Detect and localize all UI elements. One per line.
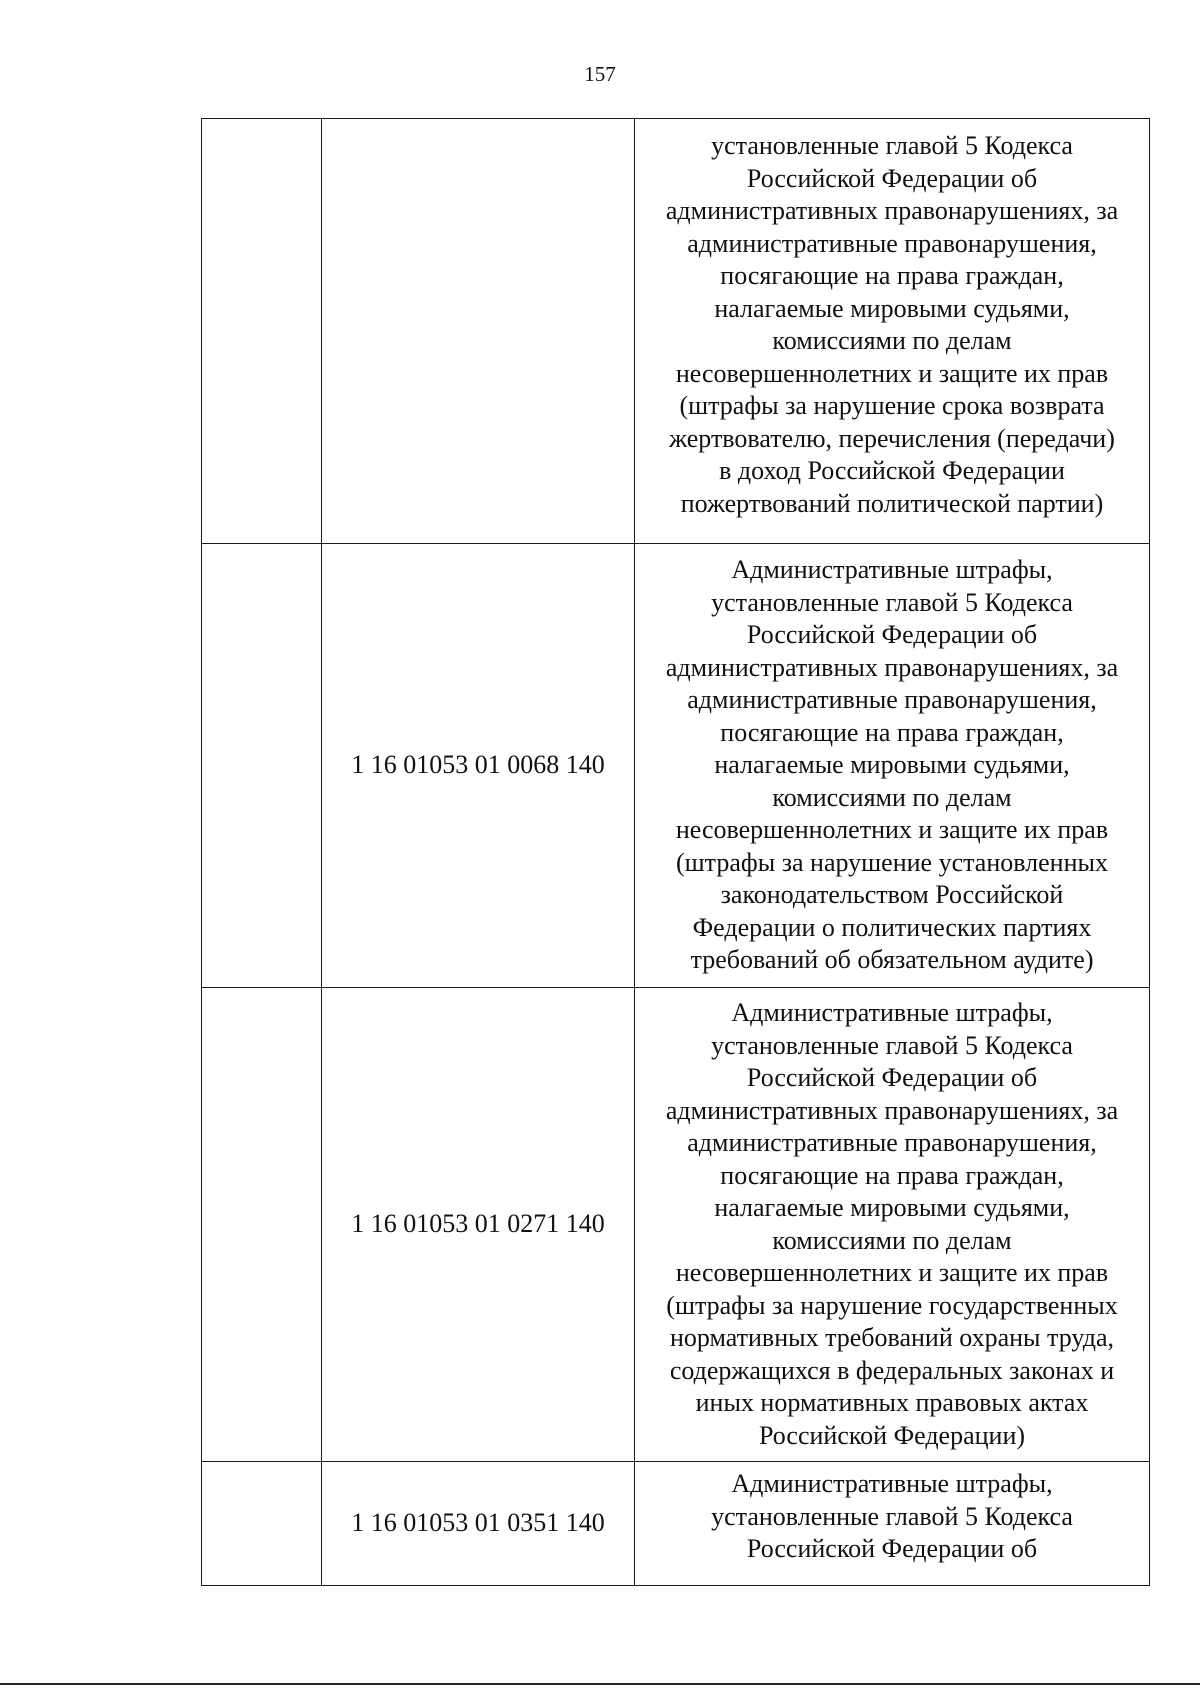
description-line: посягающие на права граждан, (720, 261, 1064, 290)
description-line: административные правонарушения, (687, 685, 1097, 715)
description-line: Федерации о политических партиях (692, 912, 1092, 942)
description-line: установленные главой 5 Кодекса (711, 1030, 1073, 1060)
description-line: административные правонарушения, (687, 228, 1097, 258)
description-line: установленные главой 5 Кодекса (711, 1501, 1073, 1531)
row-1-description-cell (635, 119, 1150, 544)
description-line: налагаемые мировыми судьями, (714, 1193, 1070, 1222)
description-line: посягающие на права граждан, (720, 717, 1064, 747)
description-line: комиссиями по делам (772, 1225, 1012, 1255)
table-row (202, 544, 1150, 988)
table-row (202, 988, 1150, 1462)
description-line: налагаемые мировыми судьями, (714, 750, 1070, 780)
description-line: пожертвований политической партии) (680, 488, 1104, 518)
page-number: 157 (584, 62, 616, 86)
row-2-description-cell (635, 544, 1150, 988)
description-line: несовершеннолетних и защите их прав (675, 358, 1109, 388)
description-line: административных правонарушениях, за (665, 196, 1119, 225)
table-row (202, 1462, 1150, 1586)
row-3-description-cell (635, 988, 1150, 1462)
row-1-col1-cell (202, 119, 322, 544)
description-line: в доход Российской Федерации (719, 456, 1065, 485)
description-line: нормативных требований охраны труда, (669, 1323, 1114, 1352)
description-line: несовершеннолетних и защите их прав (675, 815, 1109, 845)
description-line: (штрафы за нарушение государственных (666, 1290, 1118, 1320)
table-body (202, 119, 1150, 1586)
description-line: Административные штрафы, (731, 1469, 1053, 1498)
row-2-col1-cell (202, 544, 322, 988)
description-line: комиссиями по делам (772, 782, 1012, 812)
description-line: налагаемые мировыми судьями, (714, 293, 1070, 323)
row-1-code-cell (322, 119, 635, 544)
description-line: Российской Федерации) (758, 1420, 1026, 1450)
row-4-col1-cell (202, 1462, 322, 1586)
description-line: несовершеннолетних и защите их прав (675, 1258, 1109, 1287)
row-2-code-cell: 1 16 01053 01 0068 140 (322, 544, 635, 988)
description-line: требований об обязательном аудите) (690, 945, 1094, 975)
description-line: Российской Федерации об (746, 163, 1038, 193)
description-line: административные правонарушения, (687, 1128, 1097, 1157)
description-line: (штрафы за нарушение установленных (676, 847, 1108, 877)
table-row (202, 119, 1150, 544)
row-4-code-cell: 1 16 01053 01 0351 140 (322, 1462, 635, 1586)
description-line: Российской Федерации об (746, 620, 1038, 650)
description-line: Российской Федерации об (746, 1063, 1038, 1092)
description-line: административных правонарушениях, за (665, 1095, 1119, 1125)
budget-code-table (201, 118, 1150, 1586)
description-line: установленные главой 5 Кодекса (711, 131, 1073, 160)
description-line: установленные главой 5 Кодекса (711, 587, 1073, 617)
description-line: законодательством Российской (720, 880, 1064, 910)
row-4-description-cell (635, 1462, 1150, 1586)
row-3-code-cell: 1 16 01053 01 0271 140 (322, 988, 635, 1462)
description-line: жертвователю, перечисления (передачи) (669, 423, 1115, 453)
description-line: посягающие на права граждан, (720, 1160, 1064, 1190)
description-line: иных нормативных правовых актах (695, 1388, 1089, 1417)
description-line: Административные штрафы, (731, 998, 1053, 1027)
description-line: содержащихся в федеральных законах и (669, 1355, 1115, 1385)
bottom-rule (0, 1683, 1200, 1685)
description-line: (штрафы за нарушение срока возврата (679, 391, 1105, 420)
description-line: комиссиями по делам (772, 326, 1012, 355)
description-line: Российской Федерации об (746, 1534, 1038, 1563)
row-3-col1-cell (202, 988, 322, 1462)
description-line: административных правонарушениях, за (665, 652, 1119, 682)
description-line: Административные штрафы, (731, 555, 1053, 585)
